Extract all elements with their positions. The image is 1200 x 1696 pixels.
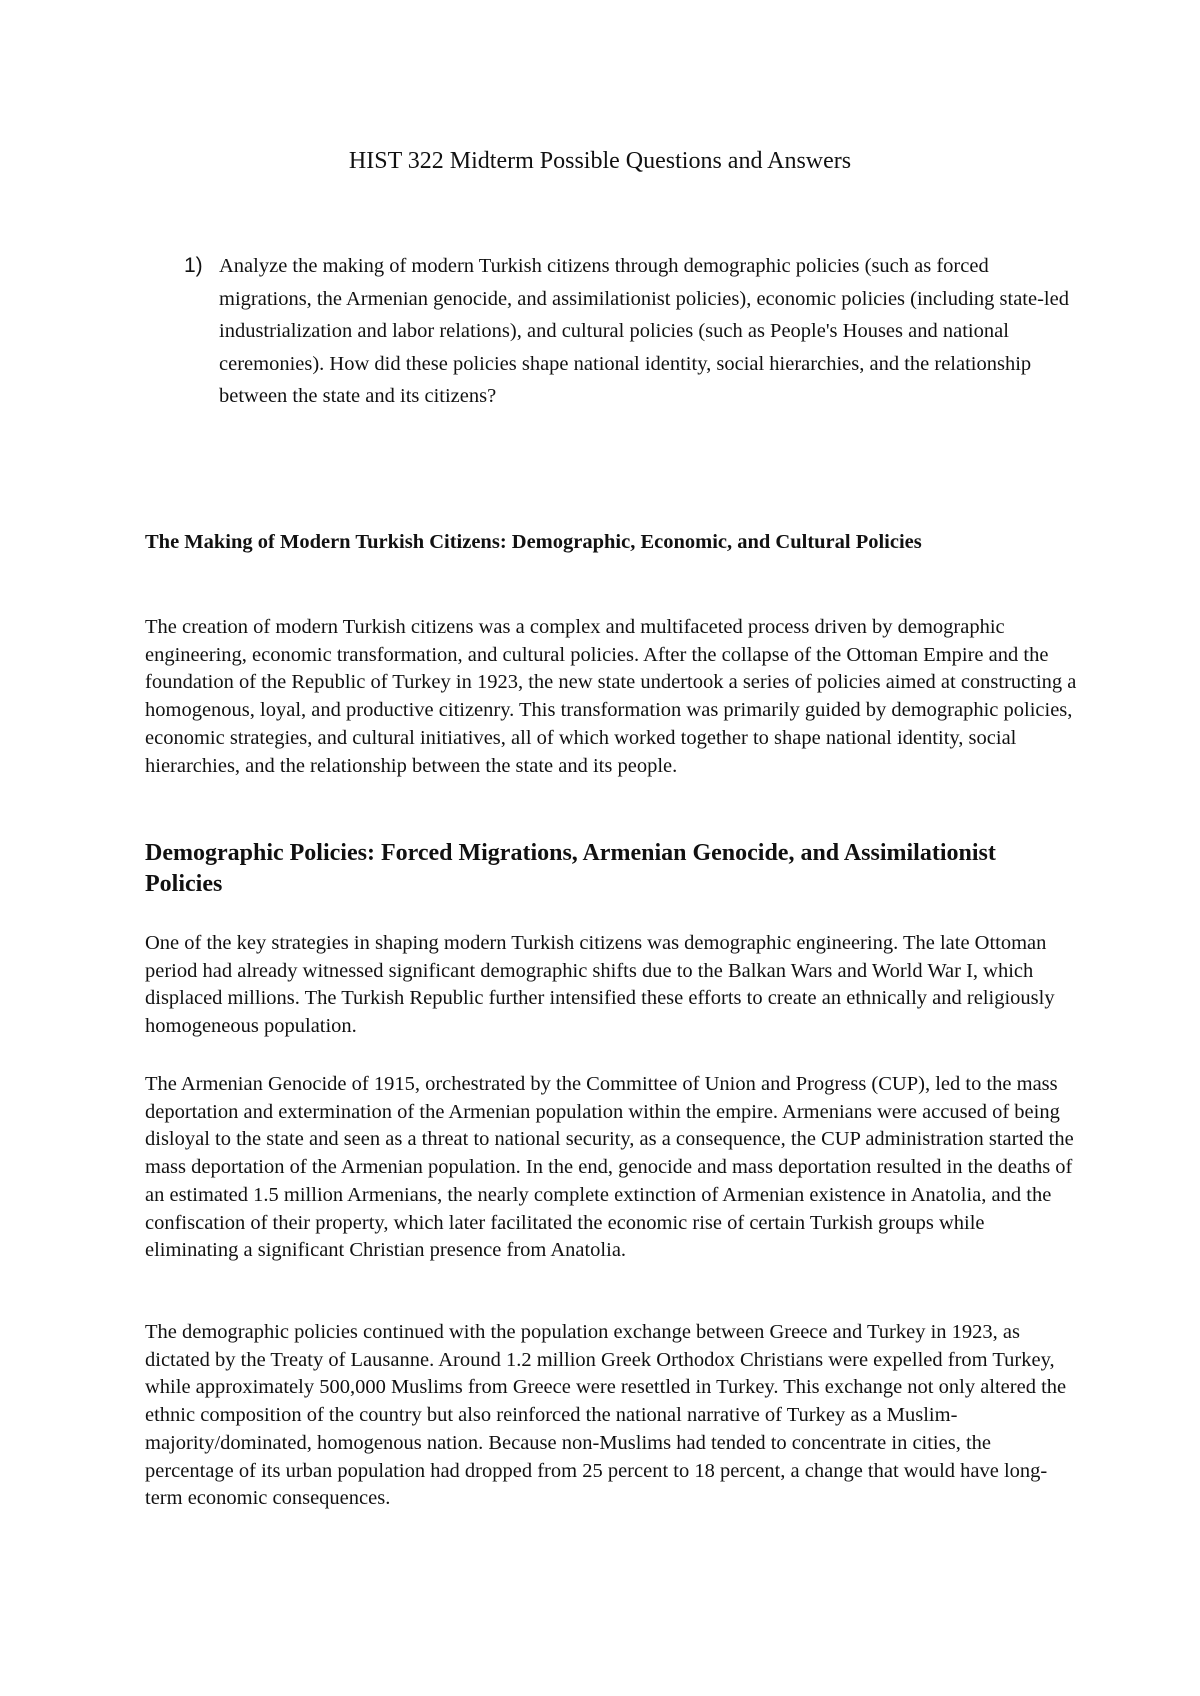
paragraph-demographic-engineering: One of the key strategies in shaping modern Turkish citizens was demographic engineering. The late Ottoman period had already witnessed significant demographic shifts due to the Balkan Wars and World War I, which displaced millions. The Turkish Republic further intensified these efforts to create an ethnically and religiously homogeneous population.	[145, 932, 1055, 1038]
question-item	[184, 250, 1074, 413]
section-heading-main: The Making of Modern Turkish Citizens: Demographic, Economic, and Cultural Policies	[145, 531, 922, 553]
intro-paragraph: The creation of modern Turkish citizens was a complex and multifaceted process driven by demographic engineering, economic transformation, and cultural policies. After the collapse of the Ottoman Empire and the foundation of the Republic of Turkey in 1923, the new state undertook a series of policies aimed at constructing a homogenous, loyal, and productive citizenry. This transformation was primarily guided by demographic policies, economic strategies, and cultural initiatives, all of which worked together to shape national identity, social hierarchies, and the relationship between the state and its people.	[145, 616, 1077, 777]
paragraph-population-exchange: The demographic policies continued with the population exchange between Greece and Turkey in 1923, as dictated by the Treaty of Lausanne. Around 1.2 million Greek Orthodox Christians were expelled from Turkey, while approximately 500,000 Muslims from Greece were resettled in Turkey. This exchange not only altered the ethnic composition of the country but also reinforced the national narrative of Turkey as a Muslim-majority/dominated, homogenous nation. Because non-Muslims had tended to concentrate in cities, the percentage of its urban population had dropped from 25 percent to 18 percent, a change that would have long-term economic consequences.	[145, 1321, 1067, 1510]
question-text: Analyze the making of modern Turkish citizens through demographic policies (such as forced migrations, the Armenian genocide, and assimilationist policies), economic policies (including state-led industrialization and labor relations), and cultural policies (such as People's Houses and national ceremonies). How did these policies shape national identity, social hierarchies, and the relationship between the state and its citizens?	[219, 255, 1069, 407]
document-title: HIST 322 Midterm Possible Questions and Answers	[348, 148, 852, 174]
paragraph-armenian-genocide: The Armenian Genocide of 1915, orchestrated by the Committee of Union and Progress (CUP), led to the mass deportation and extermination of the Armenian population within the empire. Armenians were accused of being disloyal to the state and seen as a threat to national security, as a consequence, the CUP administration started the mass deportation of the Armenian population. In the end, genocide and mass deportation resulted in the deaths of an estimated 1.5 million Armenians, the nearly complete extinction of Armenian existence in Anatolia, and the confiscation of their property, which later facilitated the economic rise of certain Turkish groups while eliminating a significant Christian presence from Anatolia.	[145, 1073, 1074, 1262]
question-number: 1)	[184, 254, 203, 277]
section-heading-demographic: Demographic Policies: Forced Migrations, Armenian Genocide, and Assimilationist Policies	[145, 840, 996, 897]
